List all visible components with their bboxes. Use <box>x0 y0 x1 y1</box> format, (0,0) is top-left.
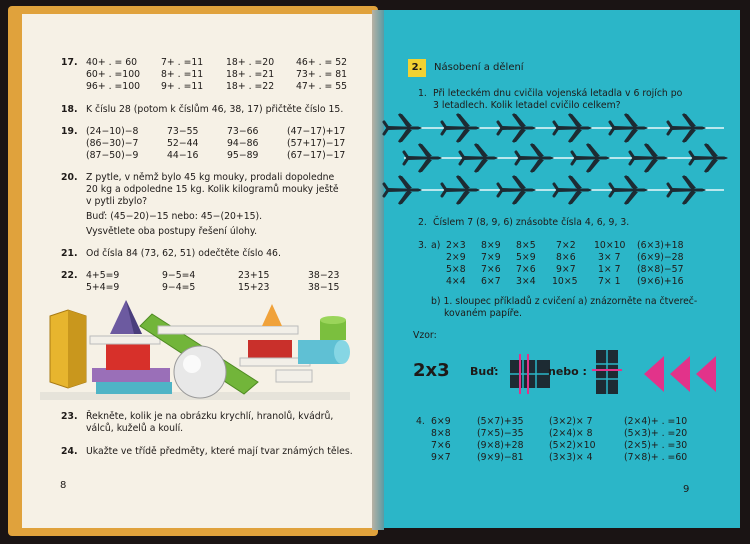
exercise-number: 20. <box>61 172 78 183</box>
exercise-text: 3 letadlech. Kolik letadel cvičilo celkem? <box>433 100 621 111</box>
problem: 8×6 <box>556 252 576 263</box>
problem: 6×7 <box>481 276 501 287</box>
problem: (8×8)−57 <box>637 264 684 275</box>
exercise-number: 4. <box>416 416 425 427</box>
problem: 10×5 <box>552 276 578 287</box>
problem: 10×10 <box>594 240 626 251</box>
problem: (2×4)× 8 <box>549 428 593 439</box>
problem: 3×4 <box>516 276 536 287</box>
problem: 7×2 <box>556 240 576 251</box>
problem: (5×2)×10 <box>549 440 596 451</box>
problem: 7×9 <box>481 252 501 263</box>
problem: 44−16 <box>167 150 199 161</box>
page-number-right: 9 <box>683 484 690 495</box>
problem: 5+4=9 <box>86 282 120 293</box>
exercise-text: Buď: (45−20)−15 nebo: 45−(20+15). <box>86 211 263 222</box>
problem: (2×5)+ . =30 <box>624 440 688 451</box>
geometric-solids-illustration <box>40 296 360 404</box>
problem: (5×3)+ . =20 <box>624 428 688 439</box>
problem: 4+5=9 <box>86 270 120 281</box>
problem: 9×7 <box>431 452 451 463</box>
example-label: Vzor: <box>413 330 437 341</box>
subpart-label: a) <box>431 240 441 251</box>
problem: 40+ . = 60 <box>86 57 138 68</box>
exercise-number: 1. <box>418 88 427 99</box>
problem: 5×9 <box>516 252 536 263</box>
problem: (3×3)× 4 <box>549 452 593 463</box>
problem: 4×4 <box>446 276 466 287</box>
problem: 7×6 <box>481 264 501 275</box>
problem: 7×6 <box>431 440 451 451</box>
exercise-text: K číslu 28 (potom k číslům 46, 38, 17) přičtěte číslo 15. <box>86 104 344 115</box>
exercise-number: 21. <box>61 248 78 259</box>
exercise-number: 2. <box>418 217 427 228</box>
problem: 2×3 <box>446 240 466 251</box>
exercise-text: v pytli zbylo? <box>86 196 148 207</box>
problem: 60+ . =100 <box>86 69 141 80</box>
problem: 73+ . = 81 <box>296 69 348 80</box>
problem: 7× 1 <box>598 276 621 287</box>
exercise-text: Z pytle, v němž bylo 45 kg mouky, prodali dopoledne <box>86 172 335 183</box>
exercise-text: Číslem 7 (8, 9, 6) znásobte čísla 4, 6, 9, 3. <box>433 217 630 228</box>
problem: 46+ . = 52 <box>296 57 348 68</box>
exercise-number: 23. <box>61 411 78 422</box>
problem: (67−17)−17 <box>287 150 346 161</box>
exercise-number: 18. <box>61 104 78 115</box>
exercise-text: 20 kg a odpoledne 15 kg. Kolik kilogramů mouky ještě <box>86 184 339 195</box>
airplane-formation <box>384 108 734 208</box>
exercise-text: Vysvětlete oba postupy řešení úlohy. <box>86 226 258 237</box>
problem: 15+23 <box>238 282 270 293</box>
problem: (7×8)+ . =60 <box>624 452 688 463</box>
problem: 6×9 <box>431 416 451 427</box>
problem: 8×5 <box>516 240 536 251</box>
exercise-text: válců, kuželů a koulí. <box>86 423 184 434</box>
problem: 7×6 <box>516 264 536 275</box>
example-bud-label: Buď: <box>470 365 499 378</box>
problem: (9×6)+16 <box>637 276 684 287</box>
grid-3x2-vertical <box>592 346 622 398</box>
problem: 7+ . =11 <box>161 57 204 68</box>
problem: (47−17)+17 <box>287 126 346 137</box>
section-number-badge: 2. <box>408 59 426 77</box>
problem: (86−30)−7 <box>86 138 139 149</box>
problem: 96+ . =100 <box>86 81 141 92</box>
page-number-left: 8 <box>60 480 67 491</box>
problem: 1× 7 <box>598 264 621 275</box>
problem: 9+ . =11 <box>161 81 204 92</box>
problem: 38−23 <box>308 270 340 281</box>
problem: (87−50)−9 <box>86 150 139 161</box>
problem: 38−15 <box>308 282 340 293</box>
problem: 52−44 <box>167 138 199 149</box>
problem: (6×3)+18 <box>637 240 684 251</box>
problem: 18+ . =22 <box>226 81 275 92</box>
exercise-number: 19. <box>61 126 78 137</box>
problem: 94−86 <box>227 138 259 149</box>
exercise-number: 22. <box>61 270 78 281</box>
problem: (57+17)−17 <box>287 138 346 149</box>
exercise-text: kovaném papíře. <box>444 308 522 319</box>
exercise-number: 17. <box>61 57 78 68</box>
problem: (7×5)−35 <box>477 428 524 439</box>
problem: 3× 7 <box>598 252 621 263</box>
problem: 18+ . =21 <box>226 69 275 80</box>
problem: 9−5=4 <box>162 270 196 281</box>
problem: 73−66 <box>227 126 259 137</box>
exercise-text: Od čísla 84 (73, 62, 51) odečtěte číslo 46. <box>86 248 281 259</box>
problem: 5×8 <box>446 264 466 275</box>
exercise-text: Řekněte, kolik je na obrázku krychlí, hranolů, kvádrů, <box>86 411 334 422</box>
problem: 8+ . =11 <box>161 69 204 80</box>
problem: (24−10)−8 <box>86 126 139 137</box>
problem: (6×9)−28 <box>637 252 684 263</box>
book-gutter <box>372 10 384 530</box>
problem: 9×7 <box>556 264 576 275</box>
section-title: Násobení a dělení <box>434 62 524 73</box>
problem: 9−4=5 <box>162 282 196 293</box>
problem: (3×2)× 7 <box>549 416 593 427</box>
problem: 8×8 <box>431 428 451 439</box>
example-nebo-label: nebo : <box>548 365 587 378</box>
problem: (9×9)−81 <box>477 452 524 463</box>
problem: (2×4)+ . =10 <box>624 416 688 427</box>
example-expression: 2x3 <box>413 360 450 381</box>
problem: (9×8)+28 <box>477 440 524 451</box>
problem: 47+ . = 55 <box>296 81 348 92</box>
problem: 2×9 <box>446 252 466 263</box>
exercise-text: b) 1. sloupec příkladů z cvičení a) znázorněte na čtvereč- <box>431 296 698 307</box>
problem: 23+15 <box>238 270 270 281</box>
exercise-text: Ukažte ve třídě předměty, které mají tvar známých těles. <box>86 446 353 457</box>
magenta-arrows <box>642 354 722 394</box>
exercise-text: Při leteckém dnu cvičila vojenská letadla v 6 rojích po <box>433 88 683 99</box>
problem: 18+ . =20 <box>226 57 275 68</box>
problem: 8×9 <box>481 240 501 251</box>
exercise-number: 3. <box>418 240 427 251</box>
problem: 73−55 <box>167 126 199 137</box>
problem: (5×7)+35 <box>477 416 524 427</box>
exercise-number: 24. <box>61 446 78 457</box>
problem: 95−89 <box>227 150 259 161</box>
